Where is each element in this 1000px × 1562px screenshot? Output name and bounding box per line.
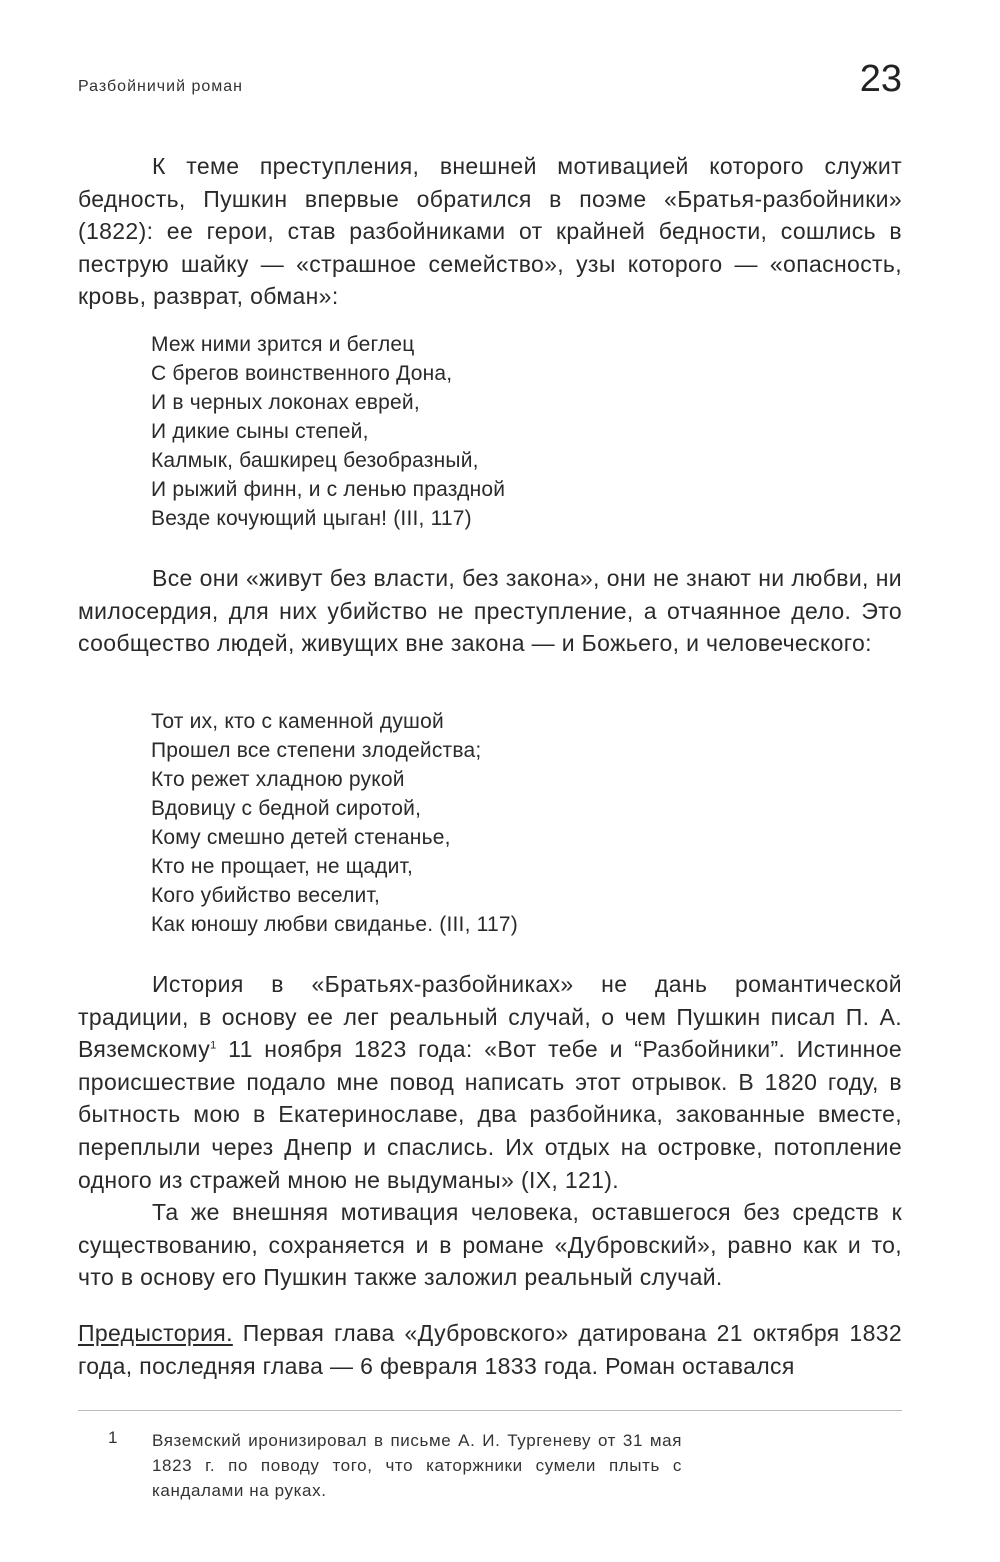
verse-line: Кто не прощает, не щадит,: [151, 855, 414, 878]
page-number: 23: [859, 58, 902, 100]
verse-line: И рыжий финн, и с ленью праздной: [151, 478, 506, 501]
verse-line: Прошел все степени злодейства;: [151, 739, 482, 762]
running-head-title: Разбойничий роман: [78, 78, 243, 95]
paragraph-5-body: Первая глава «Дубровского» датирована 21 октября 1832 года, последняя глава — 6 февраля 1833 года. Роман оставался: [78, 1320, 902, 1379]
paragraph-5: [78, 1317, 902, 1382]
paragraph-2-text: Все они «живут без власти, без закона», они не знают ни любви, ни милосердия, для них убийство не преступление, а отчаянное дело. Это сообщество людей, живущих вне закона — и Божьего, и человеческого:: [78, 565, 902, 657]
verse-line: Везде кочующий цыган! (III, 117): [151, 507, 472, 530]
paragraph-5-text: [78, 1317, 902, 1382]
verse-line: Кто режет хладною рукой: [151, 768, 405, 791]
paragraph-2: [78, 562, 902, 660]
footnote-divider: [78, 1410, 902, 1411]
paragraphs-3-4: [78, 968, 902, 1294]
verse-line: И дикие сыны степей,: [151, 420, 369, 443]
section-heading-prehistory: Предыстория.: [78, 1320, 233, 1346]
paragraph-3-part-b: 11 ноября 1823 года: «Вот тебе и “Разбойники”. Истинное происшествие подало мне повод написать этот отрывок. В 1820 году, в бытность мою в Екатеринославе, два разбойника, закованные вместе, переплыли через Днепр и спаслись. Их отдых на островке, потопление одного из стражей мною не выдуманы» (IX, 121).: [78, 1036, 902, 1193]
verse-line: Тот их, кто с каменной душой: [151, 710, 444, 733]
footnote-text: Вяземский иронизировал в письме А. И. Тургеневу от 31 мая 1823 г. по поводу того, что каторжники сумели плыть с кандалами на руках.: [152, 1431, 682, 1500]
paragraph-1: [78, 150, 902, 313]
footnote-number: 1: [108, 1428, 118, 1447]
verse-line: Меж ними зрится и беглец: [151, 333, 415, 356]
verse-line: Кому смешно детей стенанье,: [151, 826, 451, 849]
paragraph-3-part-a: История в «Братьях-разбойниках» не дань романтической традиции, в основу ее лег реальный случай, о чем Пушкин писал П. А. Вяземскому: [78, 971, 902, 1063]
verse-line: Как юношу любви свиданье. (III, 117): [151, 913, 518, 936]
paragraph-1-text: К теме преступления, внешней мотивацией которого служит бедность, Пушкин впервые обратился в поэме «Братья-разбойники» (1822): ее герои, став разбойниками от крайней бедности, сошлись в пеструю шайку — «страшное семейство», узы которого — «опасность, кровь, разврат, обман»:: [78, 153, 902, 310]
paragraph-4-text: Та же внешняя мотивация человека, оставшегося без средств к существованию, сохраняется и в романе «Дубровский», равно как и то, что в основу его Пушкин также заложил реальный случай.: [78, 1199, 902, 1291]
verse-block-1: [151, 330, 851, 533]
verse-block-2: [151, 707, 851, 939]
verse-line: Калмык, башкирец безобразный,: [151, 449, 479, 472]
verse-line: Вдовицу с бедной сиротой,: [151, 797, 422, 820]
verse-line: И в черных локонах еврей,: [151, 391, 420, 414]
paragraph-3-text: [78, 968, 902, 1196]
footnote-reference[interactable]: 1: [210, 1039, 217, 1052]
verse-line: С брегов воинственного Дона,: [151, 362, 453, 385]
verse-line: Кого убийство веселит,: [151, 884, 380, 907]
